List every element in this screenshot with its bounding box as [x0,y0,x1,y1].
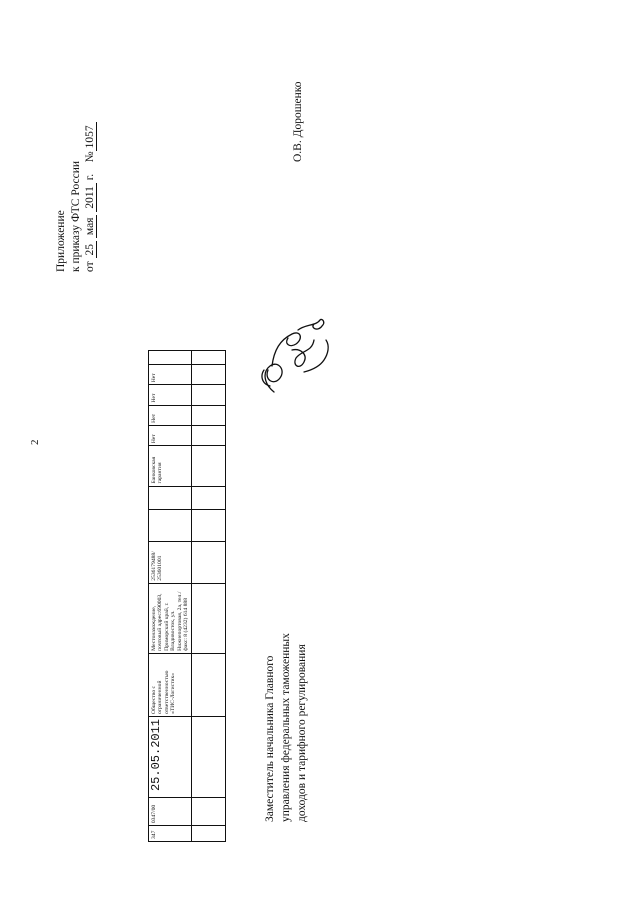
appendix-order-ref: к приказу ФТС России [69,161,82,272]
appendix-header [54,122,98,272]
appendix-order-date [83,122,98,272]
order-day: 25 [84,241,97,259]
handwritten-signature [234,310,344,400]
row-inn-kpp: 2536179488/ 253601001 [149,541,192,583]
table-row-blank [192,351,226,842]
order-year: 2011 [84,183,97,212]
row-org-name: Общество с ограниченной ответственностью «ТИС-Логистик» [149,653,192,716]
page-number: 2 [29,439,41,445]
official-title-line-2: управления федеральных таможенных [280,633,292,822]
row-flag-1: Нет [149,425,192,445]
from-prefix: от [84,261,96,272]
row-address: Местонахождение, почтовый адрес:690003, Приморский край, г. Владивосток, ул. Нижнепортовая, 2а, тел./факс: 8 (4232) 614 888 [149,583,192,653]
row-date: 25.05.2011 [149,717,192,798]
order-number: 1057 [84,122,97,151]
table-row [149,351,192,842]
row-flag-2: Нет [149,405,192,425]
official-name: О.В. Дорошенко [292,81,304,162]
row-code: 0347/00 [149,798,192,826]
number-sign: № [84,151,96,163]
row-col14 [149,351,192,365]
row-flag-3: Нет [149,385,192,405]
official-title-block [262,633,310,822]
row-col8 [149,486,192,509]
appendix-title: Приложение [55,210,67,272]
row-index: 347 [149,826,192,842]
registry-table [148,350,226,842]
row-col7 [149,509,192,541]
official-title-line-1: Заместитель начальника Главного [264,655,276,822]
order-month: мая [84,215,97,239]
row-guarantee: Банковская гарантия [149,446,192,486]
year-suffix: г. [84,173,96,181]
row-flag-4: Нет [149,364,192,384]
official-title-line-3: доходов и тарифного регулирования [296,644,308,822]
